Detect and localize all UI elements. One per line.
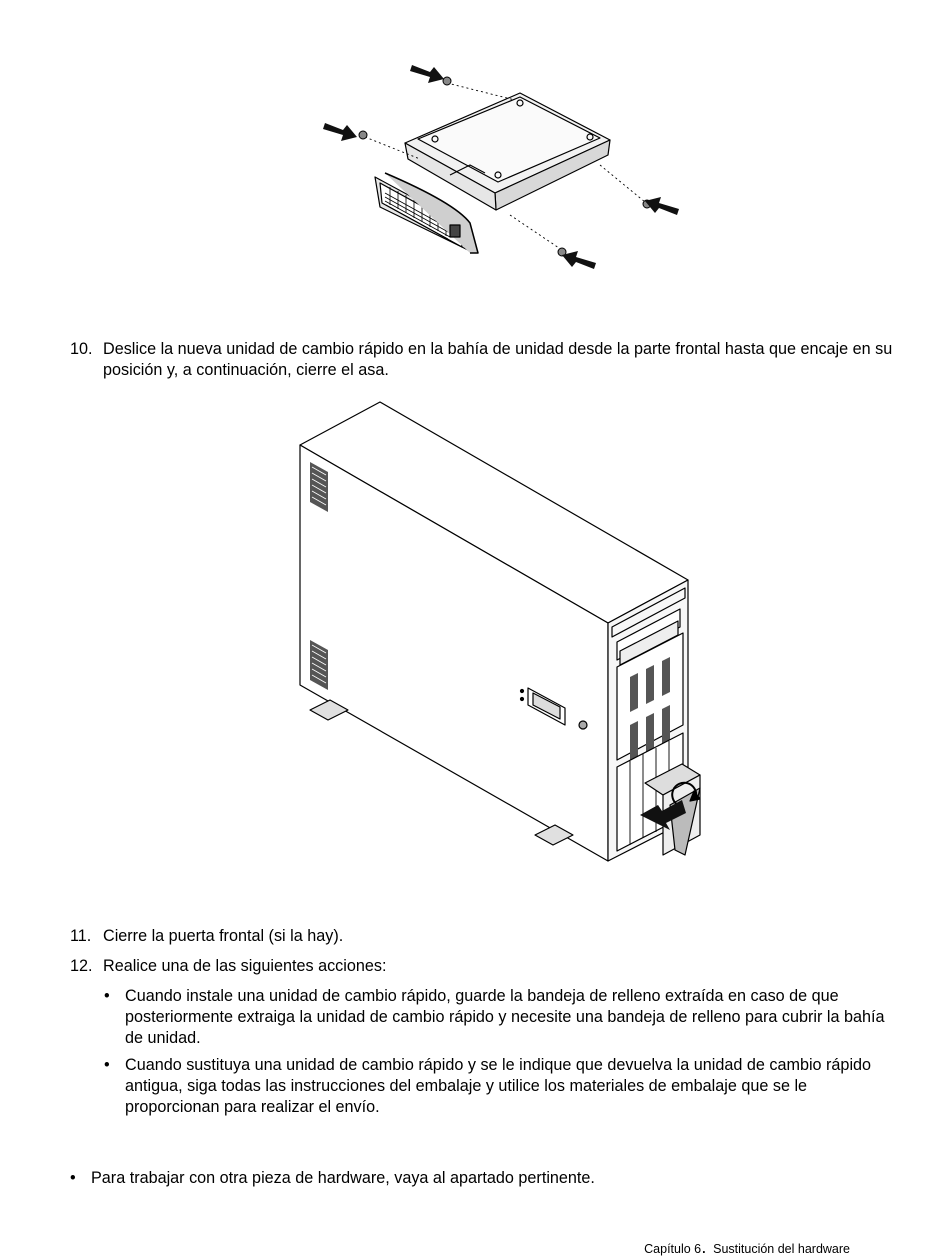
drive-tray-figure: [310, 55, 700, 285]
step-number: 11.: [70, 927, 92, 945]
step-12-bullet-2: [104, 1055, 904, 1118]
server-tower-figure: [290, 395, 720, 870]
bullet-glyph: •: [70, 1169, 76, 1187]
footer-chapter: Capítulo 6: [644, 1242, 702, 1256]
bullet-glyph: •: [104, 987, 110, 1005]
bullet-text: Para trabajar con otra pieza de hardware, vaya al apartado pertinente.: [91, 1169, 595, 1187]
page-footer: [644, 1241, 850, 1257]
step-text: Realice una de las siguientes acciones:: [103, 957, 387, 975]
footer-separator: .: [702, 1242, 706, 1256]
step-12-bullet-1: [104, 986, 904, 1049]
bullet-text: Cuando instale una unidad de cambio rápido, guarde la bandeja de relleno extraída en caso de que posteriormente extraiga la unidad de cambio rápido y necesite una bandeja de relleno para cubrir la bahía de unidad.: [125, 987, 885, 1047]
step-text: Deslice la nueva unidad de cambio rápido en la bahía de unidad desde la parte frontal hasta que encaje en su posición y, a continuación, cierre el asa.: [103, 340, 893, 379]
step-10: [70, 339, 900, 381]
final-bullet: [70, 1168, 890, 1189]
step-12: [70, 956, 900, 977]
step-number: 12.: [70, 957, 93, 975]
step-number: 10.: [70, 340, 93, 358]
bullet-text: Cuando sustituya una unidad de cambio rápido y se le indique que devuelva la unidad de cambio rápido antigua, siga todas las instrucciones del embalaje y utilice los materiales de embalaje que se le proporcionan para realizar el envío.: [125, 1056, 872, 1116]
bullet-glyph: •: [104, 1056, 110, 1074]
footer-title: Sustitución del hardware: [713, 1242, 850, 1256]
step-11: [70, 926, 900, 947]
step-text: Cierre la puerta frontal (si la hay).: [103, 927, 344, 945]
